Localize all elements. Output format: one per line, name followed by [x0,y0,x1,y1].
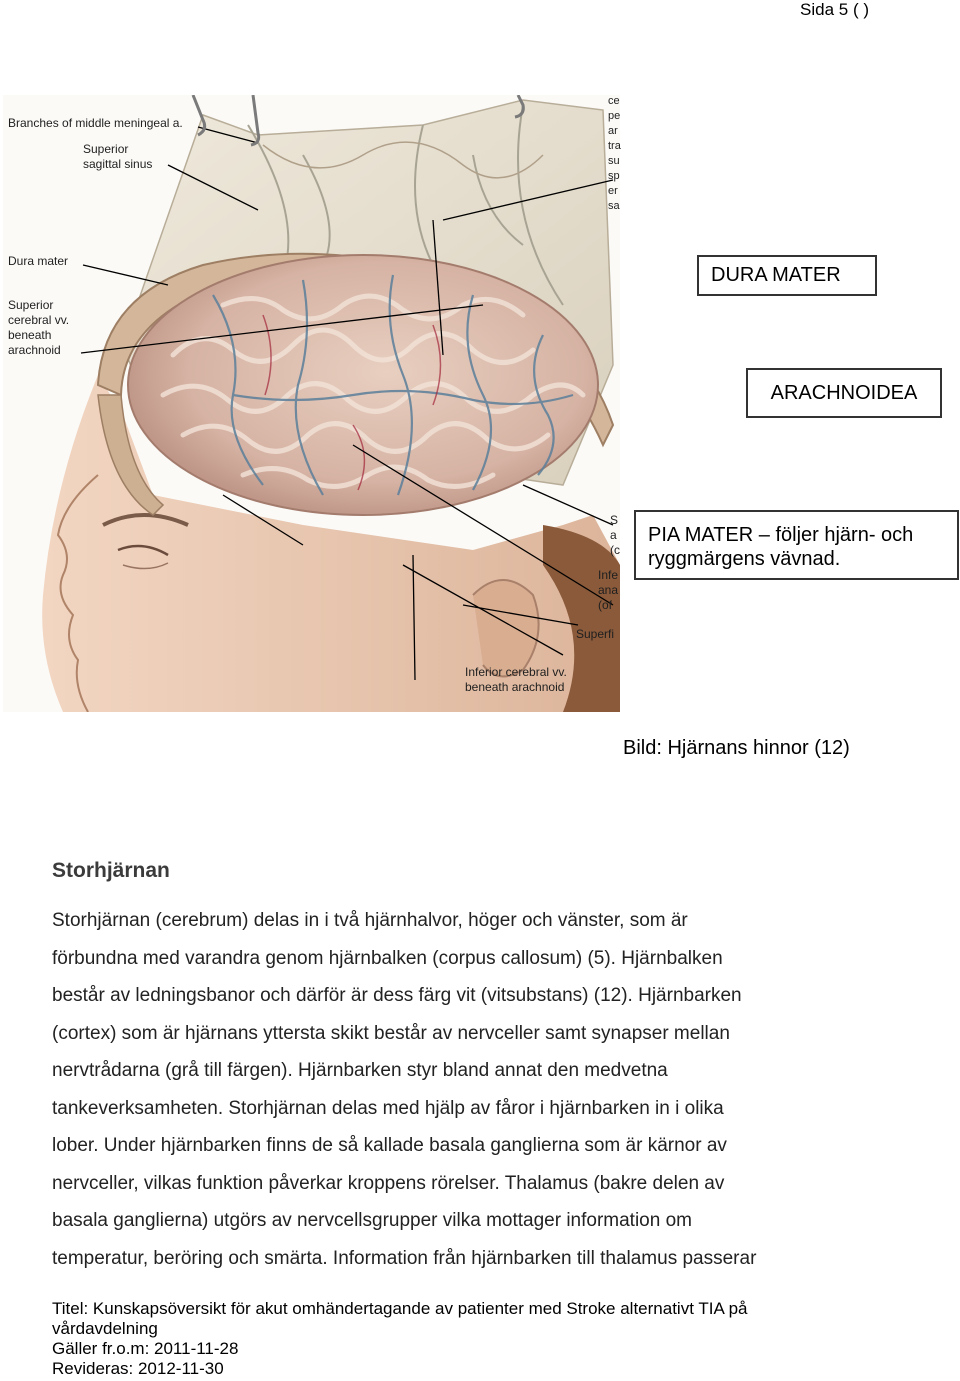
section-body [52,902,872,1277]
figure-caption: Bild: Hjärnans hinnor (12) [623,737,850,759]
footer-title-cont: vårdavdelning [52,1319,158,1338]
callout-pia-mater [634,510,959,580]
body-line: förbundna med varandra genom hjärnbalken (corpus callosum) (5). Hjärnbalken [52,947,723,969]
body-line: basala ganglierna) utgörs av nervcellsgrupper vilka mottager information om [52,1210,692,1231]
footer-valid-from: Gäller fr.o.m: 2011-11-28 [52,1339,239,1358]
body-line: Storhjärnan (cerebrum) delas in i två hjärnhalvor, höger och vänster, som är [52,910,688,931]
label-right-fragments-mid: S a (c [610,513,620,557]
body-line: temperatur, beröring och smärta. Information från hjärnbarken till thalamus passerar [52,1247,757,1269]
footer-revision-date: Revideras: 2012-11-30 [52,1359,224,1378]
body-line: (cortex) som är hjärnans yttersta skikt består av nervceller samt synapser mellan [52,1022,730,1044]
section-title: Storhjärnan [52,859,170,882]
label-dura-mater: Dura mater [8,254,69,268]
callout-pia-line-2: ryggmärgens vävnad. [648,548,841,570]
label-inferior-cerebral-veins: Inferior cerebral vv. beneath arachnoid [465,665,567,694]
body-line: lober. Under hjärnbarken finns de så kallade basala ganglierna som är kärnor av [52,1135,727,1156]
label-superior-sagittal-sinus: Superior sagittal sinus [83,142,153,171]
label-superior-cerebral-veins: Superior cerebral vv. beneath arachnoid [8,298,70,357]
body-line: nervceller, vilkas funktion påverkar kroppens rörelser. Thalamus (bakre delen av [52,1172,725,1194]
body-line: består av ledningsbanor och därför är dess färg vit (vitsubstans) (12). Hjärnbarken [52,985,742,1006]
label-right-fragment-bottom: Superfi [576,627,615,641]
body-line: tankeverksamheten. Storhjärnan delas med hjälp av fåror i hjärnbarken in i olika [52,1097,724,1119]
label-right-fragments-low: Infe ana (of [598,568,619,612]
callout-pia-line-1: PIA MATER – följer hjärn- och [648,524,914,546]
footer-title: Titel: Kunskapsöversikt för akut omhändertagande av patienter med Stroke alternativt TIA på [52,1299,748,1318]
label-right-fragments-top: ce pe ar tra su sp er sa [608,95,621,212]
callout-arachnoidea: ARACHNOIDEA [746,368,942,418]
body-line: nervtrådarna (grå till färgen). Hjärnbarken styr bland annat den medvetna [52,1060,668,1081]
callout-dura-mater: DURA MATER [697,255,877,296]
label-branches-middle-meningeal: Branches of middle meningeal a. [8,116,183,130]
page-header: Sida 5 ( ) [800,0,869,19]
brain-meninges-illustration [3,95,620,712]
document-footer [52,1299,748,1379]
